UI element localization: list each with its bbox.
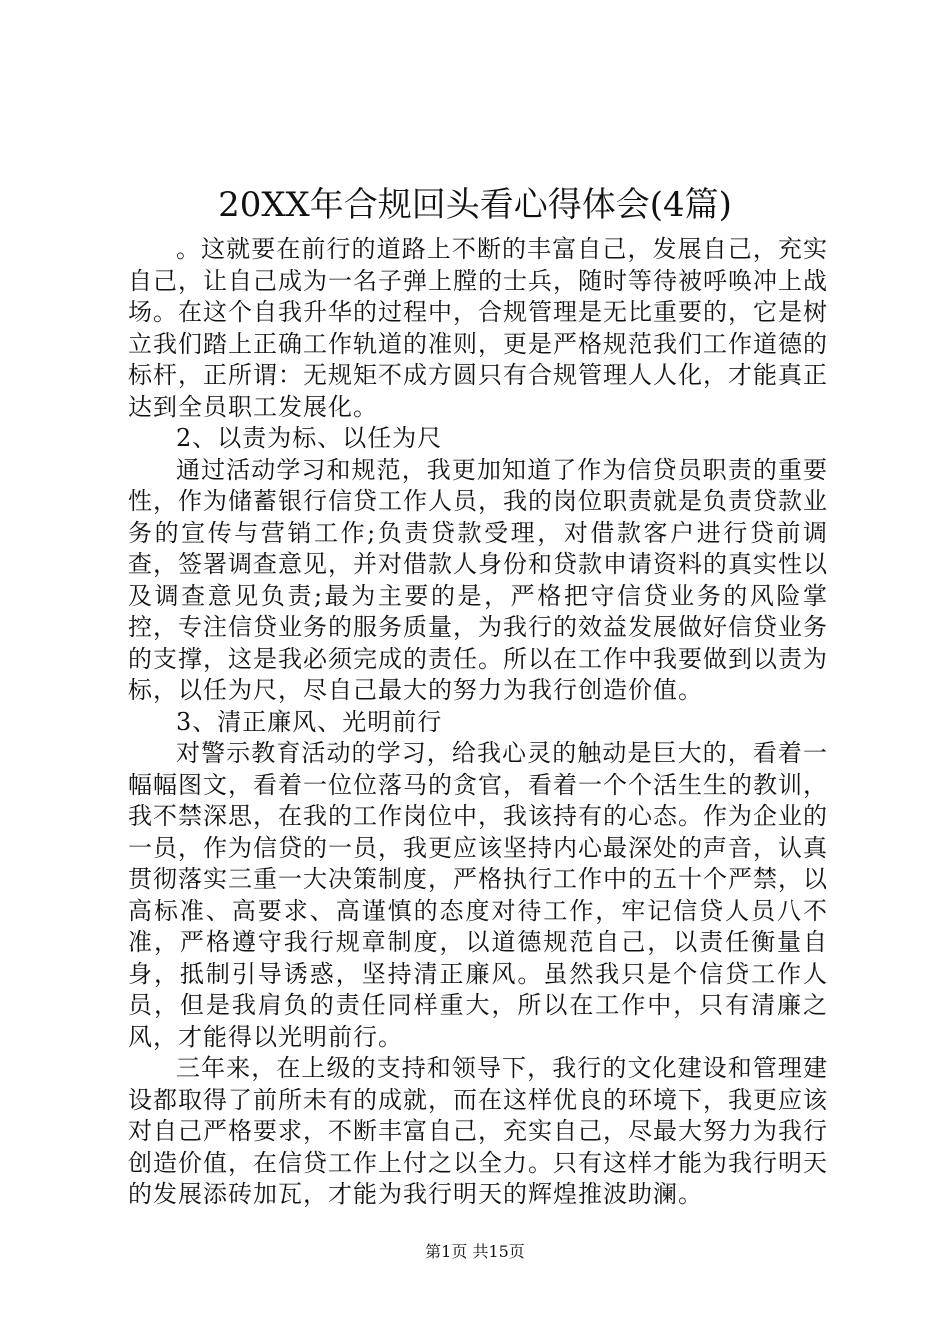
paragraph-intro: 。这就要在前行的道路上不断的丰富自己，发展自己，充实自己，让自己成为一名子弹上膛的士兵，随时等待被呼唤冲上战场。在这个自我升华的过程中，合规管理是无比重要的，它是树立我们踏上正确工作轨道的准则，更是严格规范我们工作道德的标杆，正所谓：无规矩不成方圆只有合规管理人人化，才能真正达到全员职工发展化。: [128, 235, 828, 421]
page-number-footer: 第1页 共15页: [425, 1242, 525, 1261]
document-body: [128, 234, 828, 1211]
paragraph-integrity: 对警示教育活动的学习，给我心灵的触动是巨大的，看着一幅幅图文，看着一位位落马的贪官，看着一个个活生生的教训，我不禁深思，在我的工作岗位中，我该持有的心态。作为企业的一员，作为信贷的一员，我更应该坚持内心最深处的声音，认真贯彻落实三重一大决策制度，严格执行工作中的五十个严禁，以高标准、高要求、高谨慎的态度对待工作，牢记信贷人员八不准，严格遵守我行规章制度，以道德规范自己，以责任衡量自身，抵制引导诱惑，坚持清正廉风。虽然我只是个信贷工作人员，但是我肩负的责任同样重大，所以在工作中，只有清廉之风，才能得以光明前行。: [128, 739, 828, 1051]
document-title: 20XX年合规回头看心得体会(4篇): [218, 185, 732, 225]
paragraph-responsibility: 通过活动学习和规范，我更加知道了作为信贷员职责的重要性，作为储蓄银行信贷工作人员，我的岗位职责就是负责贷款业务的宣传与营销工作;负责贷款受理，对借款客户进行贷前调查，签署调查意见，并对借款人身份和贷款申请资料的真实性以及调查意见负责;最为主要的是，严格把守信贷业务的风险掌控，专注信贷业务的服务质量，为我行的效益发展做好信贷业务的支撑，这是我必须完成的责任。所以在工作中我要做到以责为标，以任为尺，尽自己最大的努力为我行创造价值。: [128, 455, 828, 704]
section-heading-3: 3、清正廉风、光明前行: [176, 707, 443, 736]
section-heading-2: 2、以责为标、以任为尺: [176, 424, 443, 452]
paragraph-conclusion: 三年来，在上级的支持和领导下，我行的文化建设和管理建设都取得了前所未有的成就，而在这样优良的环境下，我更应该对自己严格要求，不断丰富自己，充实自己，尽最大努力为我行创造价值，在信贷工作上付之以全力。只有这样才能为我行明天的发展添砖加瓦，才能为我行明天的辉煌推波助澜。: [128, 1054, 828, 1208]
